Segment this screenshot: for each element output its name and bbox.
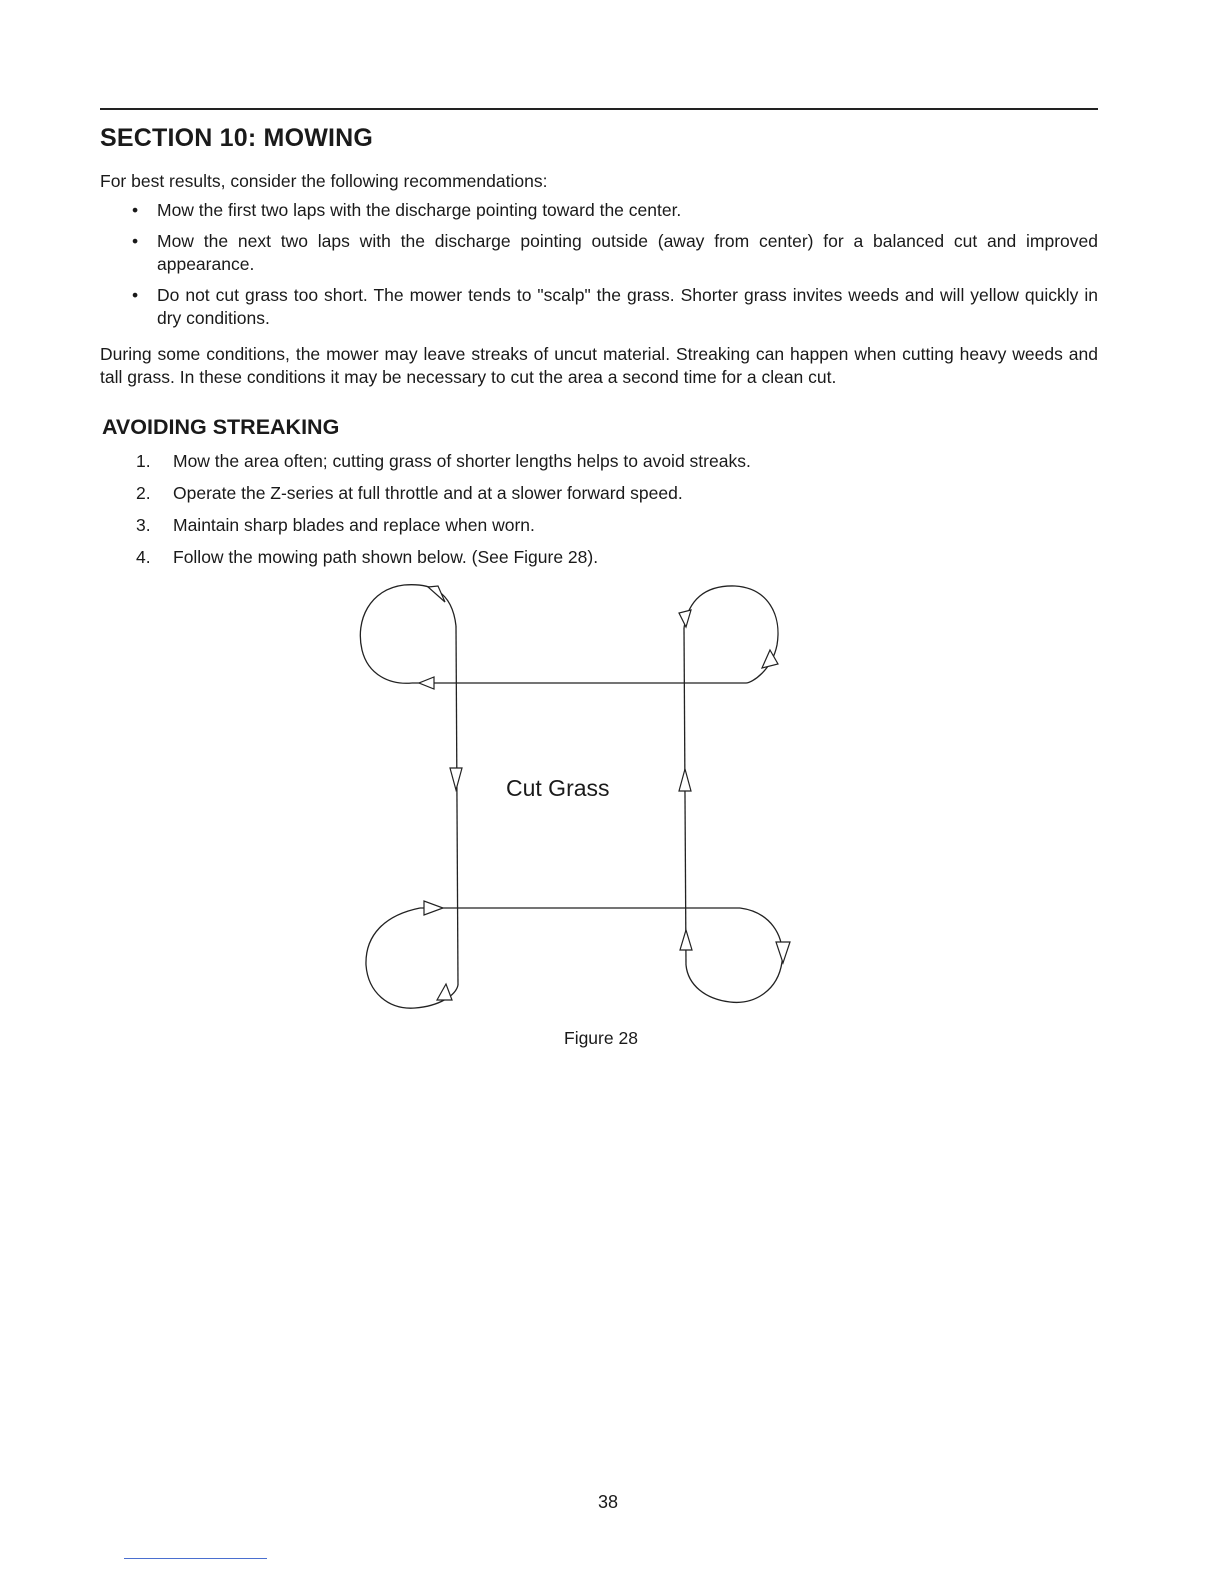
list-item: [132, 284, 1098, 330]
arrow-icon: [679, 610, 691, 627]
step-number: 3.: [136, 515, 151, 535]
step-text: Mow the area often; cutting grass of shorter lengths helps to avoid streaks.: [173, 451, 751, 471]
list-item-text: Mow the first two laps with the discharge pointing toward the center.: [157, 200, 682, 220]
arrow-icon: [450, 768, 462, 790]
bullet-icon: •: [132, 231, 139, 251]
page-number: 38: [598, 1492, 619, 1512]
subsection-title: AVOIDING STREAKING: [102, 415, 340, 439]
arrow-icon: [680, 930, 692, 950]
bullet-icon: •: [132, 285, 139, 305]
steps-list: [136, 450, 1096, 578]
recommendation-list: [132, 199, 1098, 338]
arrow-icon: [776, 942, 790, 963]
list-item: [132, 230, 1098, 276]
section-title: SECTION 10: MOWING: [100, 124, 374, 152]
arrow-icon: [424, 901, 443, 915]
step-number: 4.: [136, 547, 151, 567]
arrow-icon: [419, 677, 434, 689]
loop-top-right: [684, 586, 778, 683]
footer-line: [124, 1558, 267, 1559]
step-number: 1.: [136, 451, 151, 471]
bullet-icon: •: [132, 200, 139, 220]
cut-grass-label: Cut Grass: [506, 775, 610, 801]
list-item-text: Mow the next two laps with the discharge pointing outside (away from center) for a balanced cut and improved appearance.: [157, 231, 1098, 274]
mowing-path-diagram: [340, 570, 820, 1030]
path-left: [456, 626, 458, 985]
list-item: [132, 199, 1098, 222]
list-item-text: Do not cut grass too short. The mower tends to "scalp" the grass. Shorter grass invites weeds and will yellow quickly in dry conditions.: [157, 285, 1098, 328]
path-right: [684, 628, 686, 965]
step-text: Maintain sharp blades and replace when worn.: [173, 515, 535, 535]
step-number: 2.: [136, 483, 151, 503]
step-item: [136, 514, 1096, 537]
step-item: [136, 450, 1096, 473]
step-text: Operate the Z-series at full throttle and at a slower forward speed.: [173, 483, 683, 503]
intro-text: For best results, consider the following recommendations:: [100, 171, 548, 191]
step-text: Follow the mowing path shown below. (See Figure 28).: [173, 547, 599, 567]
loop-bottom-right: [686, 908, 782, 1002]
step-item: [136, 546, 1096, 569]
top-rule: [100, 108, 1098, 110]
figure-caption: Figure 28: [564, 1028, 638, 1048]
arrow-icon: [437, 984, 452, 1000]
arrow-icon: [679, 769, 691, 791]
step-item: [136, 482, 1096, 505]
streaking-paragraph: During some conditions, the mower may leave streaks of uncut material. Streaking can happen when cutting heavy weeds and tall grass. In these conditions it may be necessary to cut the area a second time for a clean cut.: [100, 344, 1098, 387]
